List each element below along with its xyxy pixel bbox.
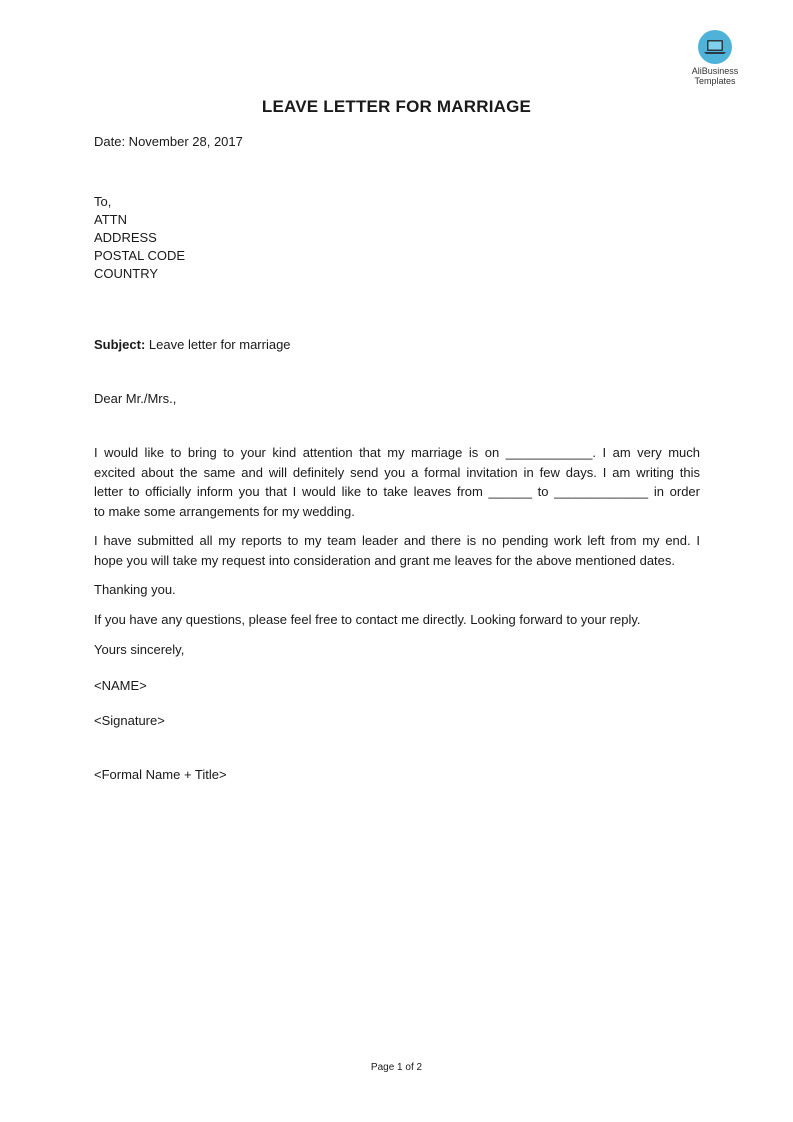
closing-line: Yours sincerely, (94, 642, 185, 657)
company-logo (680, 30, 750, 86)
document-title: LEAVE LETTER FOR MARRIAGE (261, 97, 532, 116)
page-number: Page 1 of 2 (370, 1062, 423, 1073)
date-line: Date: November 28, 2017 (94, 134, 243, 149)
formal-name-placeholder: <Formal Name + Title> (94, 767, 227, 782)
signature-placeholder: <Signature> (94, 713, 165, 728)
logo-text-line1: AliBusiness (691, 66, 739, 76)
thanking-line: Thanking you. (94, 582, 176, 597)
address-postal-code: POSTAL CODE (94, 248, 186, 263)
paragraph-line: to make some arrangements for my wedding. (94, 503, 355, 519)
logo-text-line2: Templates (694, 76, 736, 86)
paragraph-line: hope you will take my request into consideration and grant me leaves for the above mentioned dates. (94, 552, 676, 568)
name-placeholder: <NAME> (94, 678, 147, 693)
subject-line (94, 336, 291, 354)
paragraph-line: I would like to bring to your kind attention that my marriage is on ____________. I am very much (94, 445, 700, 460)
address-attn: ATTN (94, 212, 127, 227)
paragraph-reports (94, 531, 700, 570)
salutation: Dear Mr./Mrs., (94, 391, 177, 406)
subject-text: Leave letter for marriage (145, 337, 291, 352)
address-to: To, (94, 194, 112, 209)
paragraph-line: I have submitted all my reports to my team leader and there is no pending work left from my end. I (94, 533, 700, 548)
address-country: COUNTRY (94, 266, 159, 281)
paragraph-line: excited about the same and will definitely send you a formal invitation in few days. I am writing this (94, 464, 700, 480)
laptop-icon (698, 30, 732, 64)
address-line: ADDRESS (94, 230, 157, 245)
paragraph-marriage-notice (94, 443, 700, 521)
contact-line: If you have any questions, please feel free to contact me directly. Looking forward to your reply. (94, 612, 641, 627)
paragraph-line: letter to officially inform you that I would like to take leaves from ______ to _____________ in order (94, 484, 700, 499)
subject-label: Subject: (94, 337, 146, 352)
